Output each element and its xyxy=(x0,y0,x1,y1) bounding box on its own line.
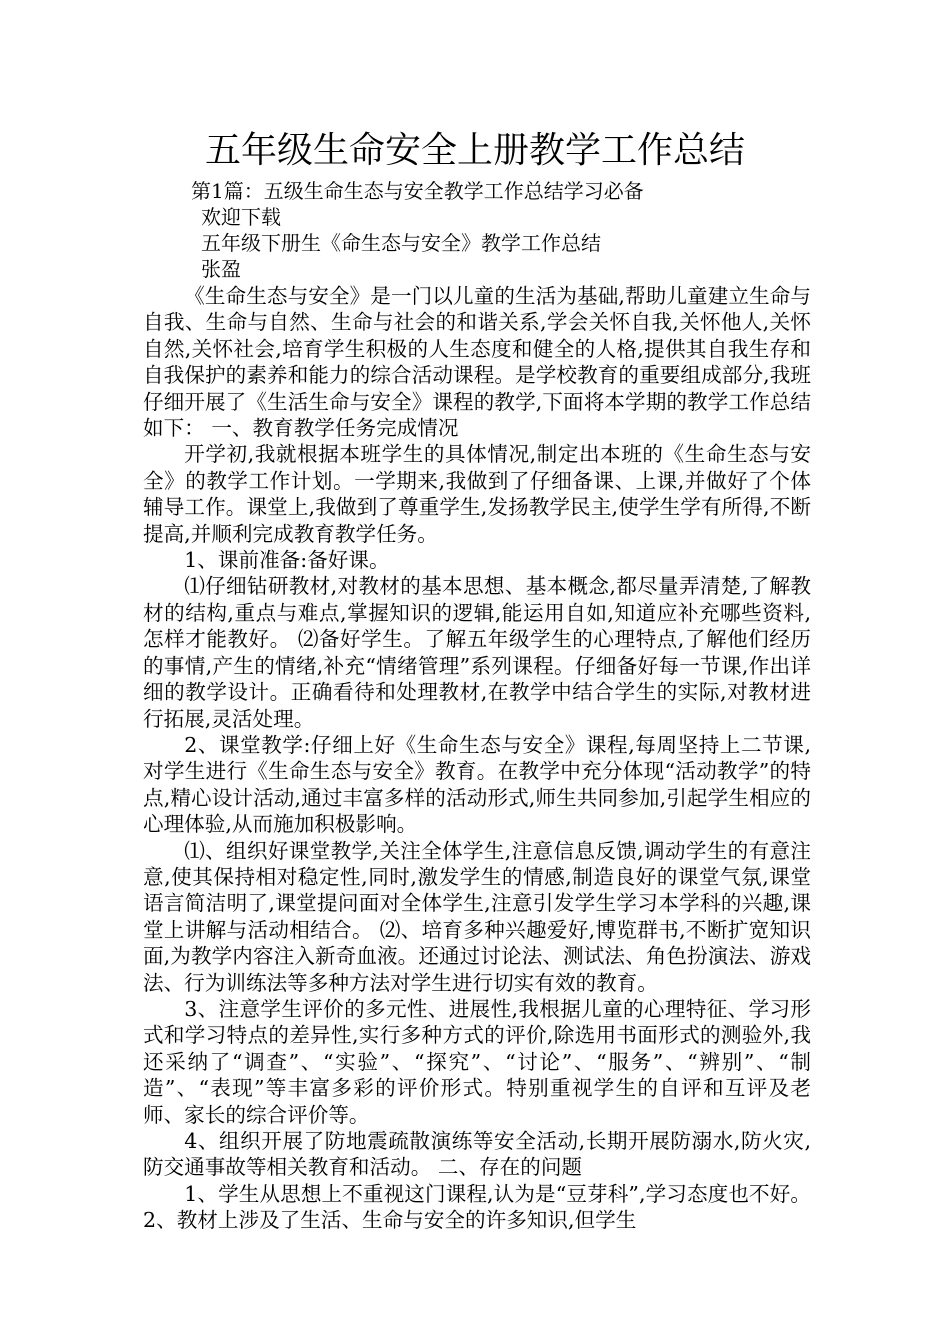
body-paragraph: 1、课前准备:备好课。 xyxy=(184,548,390,573)
body-paragraph: 2、课堂教学:仔细上好《生命生态与安全》课程,每周坚持上二节课,对学生进行《生命生态与安全》教育。在教学中充分体现“活动教学”的特点,精心设计活动,通过丰富多样的活动形式,师生共同参加,引起学生相应的心理体验,从而施加积极影响。 xyxy=(143,732,811,837)
body-paragraph: 1、学生从思想上不重视这门课程,认为是“豆芽科”,学习态度也不好。 2、教材上涉及了生活、生命与安全的许多知识,但学生 xyxy=(143,1181,811,1233)
body-paragraph: ⑴仔细钻研教材,对教材的基本思想、基本概念,都尽量弄清楚,了解教材的结构,重点与难点,掌握知识的逻辑,能运用自如,知道应补充哪些资料,怎样才能教好。 ⑵备好学生。了解五年级学生的心理特点,了解他们经历的事情,产生的情绪,补充“情绪管理”系列课程。仔细备好每一节课,作出详细的教学设计。正确看待和处理教材,在教学中结合学生的实际,对教材进行拓展,灵活处理。 xyxy=(143,574,811,731)
body-paragraph: 3、注意学生评价的多元性、进展性,我根据儿童的心理特征、学习形式和学习特点的差异性,实行多种方式的评价,除选用书面形式的测验外,我还采纳了“调查”、“实验”、“探究”、“讨论”、“服务”、“辨别”、“制造”、“表现”等丰富多彩的评价形式。特别重视学生的自评和互评及老师、家长的综合评价等。 xyxy=(143,996,811,1127)
meta-line-subtitle: 五年级下册生《命生态与安全》教学工作总结 xyxy=(201,231,601,255)
meta-line-author: 张盈 xyxy=(201,257,241,281)
meta-line-chapter: 第1篇：五级生命生态与安全教学工作总结学习必备 xyxy=(191,179,644,203)
body-paragraph: 开学初,我就根据本班学生的具体情况,制定出本班的《生命生态与安全》的教学工作计划。一学期来,我做到了仔细备课、上课,并做好了个体辅导工作。课堂上,我做到了尊重学生,发扬教学民主,使学生学有所得,不断提高,并顺利完成教育教学任务。 xyxy=(143,442,811,546)
document-body xyxy=(143,283,811,1234)
meta-line-download: 欢迎下载 xyxy=(201,205,281,229)
body-paragraph: 4、组织开展了防地震疏散演练等安全活动,长期开展防溺水,防火灾,防交通事故等相关教育和活动。 二、存在的问题 xyxy=(143,1129,811,1180)
document-title: 五年级生命安全上册教学工作总结 xyxy=(204,130,745,171)
body-paragraph: ⑴、组织好课堂教学,关注全体学生,注意信息反馈,调动学生的有意注意,使其保持相对稳定性,同时,激发学生的情感,制造良好的课堂气氛,课堂语言简洁明了,课堂提问面对全体学生,注意引发学生学习本学科的兴趣,课堂上讲解与活动相结合。 ⑵、培育多种兴趣爱好,博览群书,不断扩宽知识面,为教学内容注入新奇血液。还通过讨论法、测试法、角色扮演法、游戏法、行为训练法等多种方法对学生进行切实有效的教育。 xyxy=(143,838,811,995)
body-paragraph: 《生命生态与安全》是一门以儿童的生活为基础,帮助儿童建立生命与自我、生命与自然、生命与社会的和谐关系,学会关怀自我,关怀他人,关怀自然,关怀社会,培育学生积极的人生态度和健全的人格,提供其自我生存和自我保护的素养和能力的综合活动课程。是学校教育的重要组成部分,我班仔细开展了《生活生命与安全》课程的教学,下面将本学期的教学工作总结如下： 一、教育教学任务完成情况 xyxy=(143,284,811,441)
